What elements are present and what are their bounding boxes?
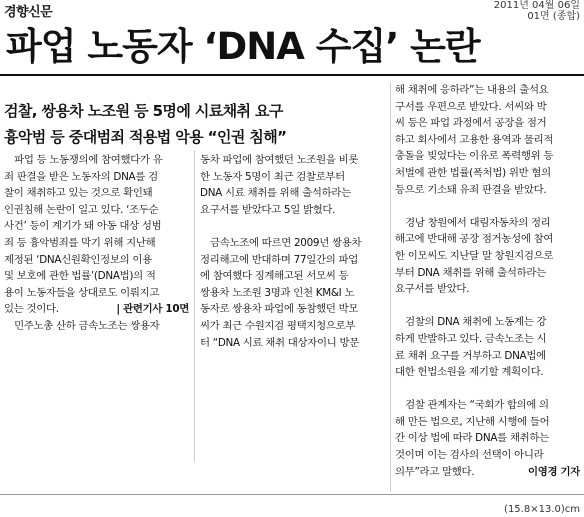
text-line: 쌍용차 노조원 3명과 인천 KM&I 노 [200,286,355,299]
clipping-size: (15.8×13.0)cm [504,504,580,515]
article-column-3 [395,82,580,480]
text-line: 씨가 최근 수원지검 평택지청으로부 [200,319,356,332]
text-line [200,218,385,235]
text-line: 부터 DNA 채취를 위해 출석하라는 [395,266,546,279]
subheadline-1: 검찰, 쌍용차 노조원 등 5명에 시료채취 요구 [4,102,283,120]
text-line: 제정된 ‘DNA신원확인정보의 이용 [4,253,152,266]
text-line-with-byline [395,464,580,481]
publication-info [494,0,580,22]
text-line: 검찰의 DNA 채취에 노동계는 강 [395,316,547,329]
text-line: 찰이 채취하고 있는 것으로 확인돼 [4,187,153,200]
text-line: 처벌에 관한 법률(폭처법) 위반 혐의 [395,166,551,179]
text-line: 간 이상 법에 따라 DNA를 채취하는 [395,432,549,445]
text-line: 하게 반발하고 있다. 금속노조는 시 [395,332,547,345]
headline-block [0,22,584,72]
subheadlines [4,98,389,150]
text-line: 용이 노동자들을 상대로도 이뤄지고 [4,286,160,299]
column-divider [194,150,195,462]
publication-date: 2011년 04월 06일 [493,0,580,11]
text-line: 씨 등은 파업 과정에서 공장을 점거 [395,117,547,130]
article-column-2 [200,152,385,351]
text-line: 료 채취 요구를 거부하고 DNA법에 [395,349,546,362]
text-line: 하고 회사에서 고용한 용역과 물리적 [395,133,554,146]
text-line: 대한 헌법소원을 제기할 계획이다. [395,366,544,379]
page-section: 01면 (종합) [527,11,580,22]
text-line: 요구서를 받았다. [395,283,470,296]
text-line: 정리해고에 반대하며 77일간의 파업 [200,253,358,266]
article-column-1 [4,152,189,335]
text-line [395,298,580,315]
text-line: 민주노총 산하 금속노조는 쌍용자 [4,319,160,332]
text-line: 것이며 이는 검사의 선택이 아니라 [395,449,544,462]
related-article-ref: | 관련기사 10면 [116,303,189,316]
subheadline-2: 흉악범 등 중대범죄 적용법 악용 “인권 침해” [4,128,287,146]
text-line: 죄 판결을 받은 노동자의 DNA를 검 [4,170,158,183]
headline: 파업 노동자 ‘DNA 수집’ 논란 [6,25,480,68]
text-line: 등으로 기소돼 유죄 판결을 받았다. [395,183,547,196]
newspaper-name: 경향신문 [4,5,53,20]
text-line: 동자로 쌍용차 파업에 동참했던 박모 [200,303,359,316]
text-line: 금속노조에 따르면 2009년 쌍용차 [200,236,362,249]
text-line: 구서를 우편으로 받았다. 서씨와 박 [395,100,547,113]
text-line: 동차 파업에 참여했던 노조원을 비롯 [200,154,359,166]
text-line [395,381,580,398]
text-fragment: 의무”라고 말했다. [395,465,475,478]
text-line [395,198,580,215]
text-line: 및 보호에 관한 법률’(DNA법)의 적 [4,270,156,283]
text-fragment: 있는 것이다. [4,303,59,316]
text-line: 해고에 반대해 공장 점거농성에 참여 [395,233,554,246]
text-line-with-ref [4,301,189,318]
text-line: 해 만든 법으로, 지난해 시행에 들어 [395,415,550,428]
text-line: 검찰 관계자는 “국회가 합의에 의 [395,399,549,412]
text-line: 에 참여했다 징계해고된 서모씨 등 [200,270,349,283]
text-line: 한 노동자 5명이 최근 검찰로부터 [200,170,345,183]
text-line: 충돌을 빚었다는 이유로 폭력행위 등 [395,150,554,163]
byline: 이영경 기자 [527,465,580,478]
text-line: 죄 등 흉악범죄를 막기 위해 지난해 [4,236,156,249]
column-divider [390,82,391,492]
text-line: 터 “DNA 시료 채취 대상자이니 방문 [200,336,359,349]
text-line: 경남 창원에서 대림자동차의 정리 [395,216,551,229]
page-bottom-rule [0,494,584,495]
headline-rule [0,74,584,76]
text-line: 인권침해 논란이 일고 있다. ‘조두순 [4,203,159,216]
text-line: 요구서를 받았다고 5일 밝혔다. [200,203,336,216]
text-line: 파업 등 노동쟁의에 참여했다가 유 [4,154,163,166]
text-line: 해 채취에 응하라”는 내용의 출석요 [395,84,549,96]
text-line: DNA 시료 채취를 위해 출석하라는 [200,187,351,200]
masthead [0,0,584,22]
text-line: 한 이모씨도 지난달 말 창원지검으로 [395,249,554,262]
text-line: 사건’ 등이 계기가 돼 아동 대상 성범 [4,220,162,233]
